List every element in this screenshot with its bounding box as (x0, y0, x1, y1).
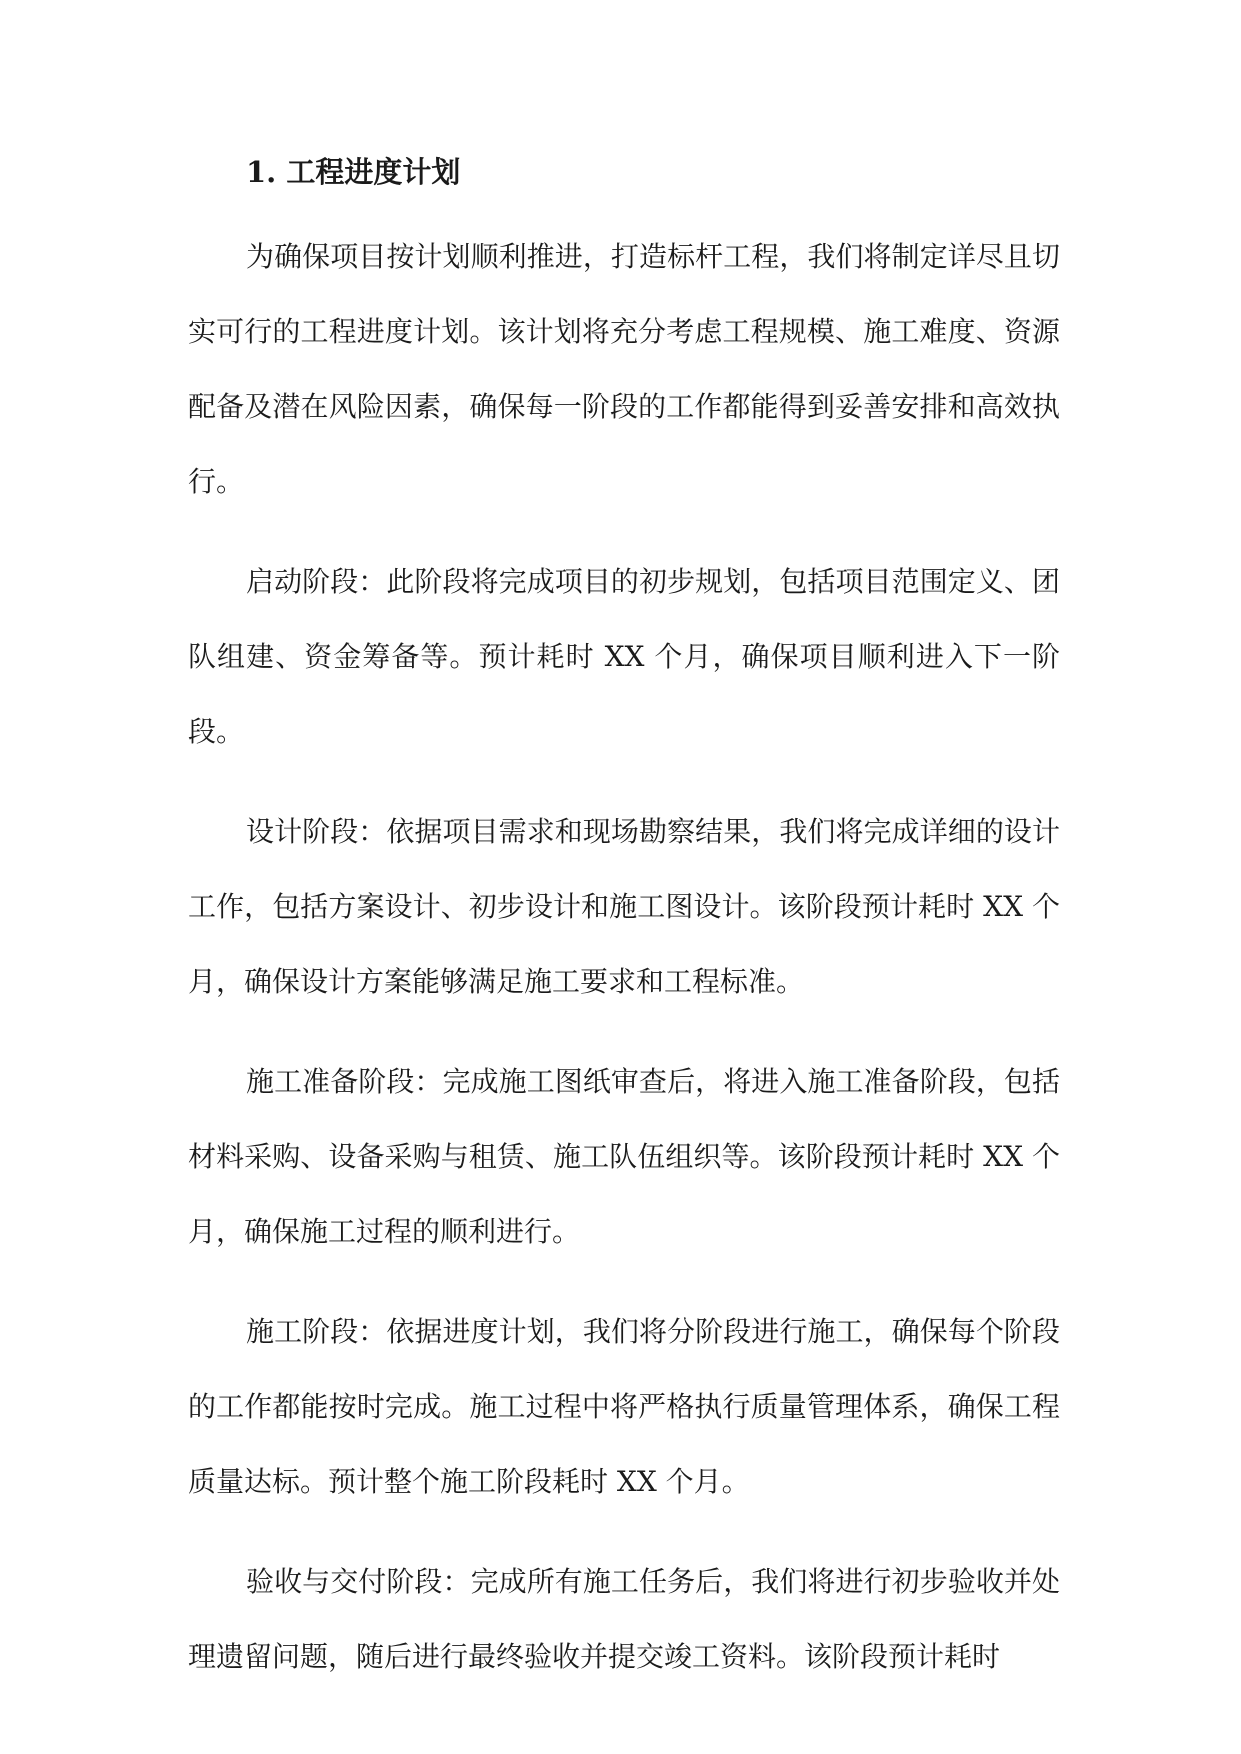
paragraph-intro: 为确保项目按计划顺利推进，打造标杆工程，我们将制定详尽且切实可行的工程进度计划。该计划将充分考虑工程规模、施工难度、资源配备及潜在风险因素，确保每一阶段的工作都能得到妥善安排和高效执行。 (188, 240, 1060, 498)
section-heading: 1. 工程进度计划 (246, 155, 461, 189)
paragraph-design-phase: 设计阶段：依据项目需求和现场勘察结果，我们将完成详细的设计工作，包括方案设计、初步设计和施工图设计。该阶段预计耗时 XX 个月，确保设计方案能够满足施工要求和工程标准。 (188, 815, 1060, 998)
paragraph-construction-phase: 施工阶段：依据进度计划，我们将分阶段进行施工，确保每个阶段的工作都能按时完成。施工过程中将严格执行质量管理体系，确保工程质量达标。预计整个施工阶段耗时 XX 个月。 (188, 1315, 1060, 1498)
document-body (188, 150, 1060, 1694)
paragraph-preparation-phase: 施工准备阶段：完成施工图纸审查后，将进入施工准备阶段，包括材料采购、设备采购与租赁、施工队伍组织等。该阶段预计耗时 XX 个月，确保施工过程的顺利进行。 (188, 1065, 1060, 1248)
paragraph-startup-phase: 启动阶段：此阶段将完成项目的初步规划，包括项目范围定义、团队组建、资金筹备等。预计耗时 XX 个月，确保项目顺利进入下一阶段。 (188, 565, 1060, 748)
paragraph-acceptance-phase: 验收与交付阶段：完成所有施工任务后，我们将进行初步验收并处理遗留问题，随后进行最终验收并提交竣工资料。该阶段预计耗时 (188, 1565, 1060, 1673)
